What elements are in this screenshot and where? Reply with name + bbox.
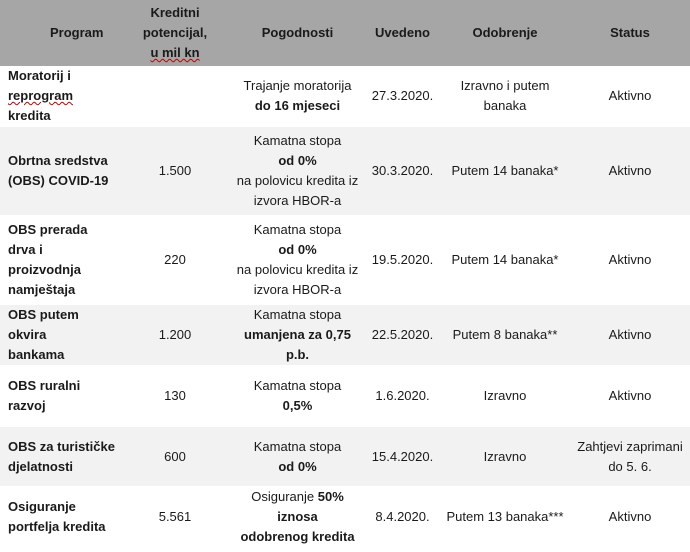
benefits-cell: Kamatna stopa od 0% bbox=[230, 427, 365, 487]
introduced-cell: 15.4.2020. bbox=[365, 427, 440, 487]
approval-cell: Izravno bbox=[440, 427, 570, 487]
table-row bbox=[0, 366, 690, 427]
approval-cell: Putem 14 banaka* bbox=[440, 127, 570, 216]
table-row bbox=[0, 427, 690, 487]
introduced-cell: 1.6.2020. bbox=[365, 366, 440, 427]
status-cell: Zahtjevi zaprimani do 5. 6. bbox=[570, 427, 690, 487]
potential-cell: 220 bbox=[120, 216, 230, 305]
status-cell: Aktivno bbox=[570, 487, 690, 548]
potential-cell: 600 bbox=[120, 427, 230, 487]
introduced-cell: 30.3.2020. bbox=[365, 127, 440, 216]
benefits-cell: Kamatna stopa od 0% na polovicu kredita iz izvora HBOR-a bbox=[230, 216, 365, 305]
approval-cell: Putem 8 banaka** bbox=[440, 305, 570, 366]
program-cell: OBS za turističke djelatnosti bbox=[0, 427, 120, 487]
status-cell: Aktivno bbox=[570, 127, 690, 216]
header-credit-potential: Kreditni potencijal, u mil kn bbox=[120, 0, 230, 66]
approval-cell: Izravno bbox=[440, 366, 570, 427]
program-cell: OBS putem okvira bankama bbox=[0, 305, 120, 366]
status-cell: Aktivno bbox=[570, 216, 690, 305]
status-cell: Aktivno bbox=[570, 366, 690, 427]
table-row bbox=[0, 487, 690, 548]
program-cell: OBS prerada drva i proizvodnja namještaja bbox=[0, 216, 120, 305]
program-cell: Moratorij i reprogram kredita bbox=[0, 66, 120, 127]
benefits-cell: Trajanje moratorija do 16 mjeseci bbox=[230, 66, 365, 127]
potential-cell: 1.500 bbox=[120, 127, 230, 216]
program-cell: Osiguranje portfelja kredita bbox=[0, 487, 120, 548]
benefits-cell: Kamatna stopa od 0% na polovicu kredita iz izvora HBOR-a bbox=[230, 127, 365, 216]
header-program: Program bbox=[0, 0, 120, 66]
potential-cell: 1.200 bbox=[120, 305, 230, 366]
status-cell: Aktivno bbox=[570, 305, 690, 366]
table-row bbox=[0, 305, 690, 366]
benefits-cell: Kamatna stopa umanjena za 0,75 p.b. bbox=[230, 305, 365, 366]
table-row bbox=[0, 66, 690, 127]
benefits-cell: Osiguranje 50% iznosa odobrenog kredita bbox=[230, 487, 365, 548]
program-cell: OBS ruralni razvoj bbox=[0, 366, 120, 427]
table-row bbox=[0, 127, 690, 216]
introduced-cell: 22.5.2020. bbox=[365, 305, 440, 366]
benefits-cell: Kamatna stopa 0,5% bbox=[230, 366, 365, 427]
introduced-cell: 8.4.2020. bbox=[365, 487, 440, 548]
header-approval: Odobrenje bbox=[440, 0, 570, 66]
introduced-cell: 27.3.2020. bbox=[365, 66, 440, 127]
approval-cell: Izravno i putem banaka bbox=[440, 66, 570, 127]
header-row bbox=[0, 0, 690, 66]
potential-cell: 130 bbox=[120, 366, 230, 427]
status-cell: Aktivno bbox=[570, 66, 690, 127]
header-benefits: Pogodnosti bbox=[230, 0, 365, 66]
table-row bbox=[0, 216, 690, 305]
potential-cell: 5.561 bbox=[120, 487, 230, 548]
approval-cell: Putem 13 banaka*** bbox=[440, 487, 570, 548]
approval-cell: Putem 14 banaka* bbox=[440, 216, 570, 305]
header-status: Status bbox=[570, 0, 690, 66]
program-cell: Obrtna sredstva (OBS) COVID-19 bbox=[0, 127, 120, 216]
header-introduced: Uvedeno bbox=[365, 0, 440, 66]
potential-cell bbox=[120, 66, 230, 127]
introduced-cell: 19.5.2020. bbox=[365, 216, 440, 305]
